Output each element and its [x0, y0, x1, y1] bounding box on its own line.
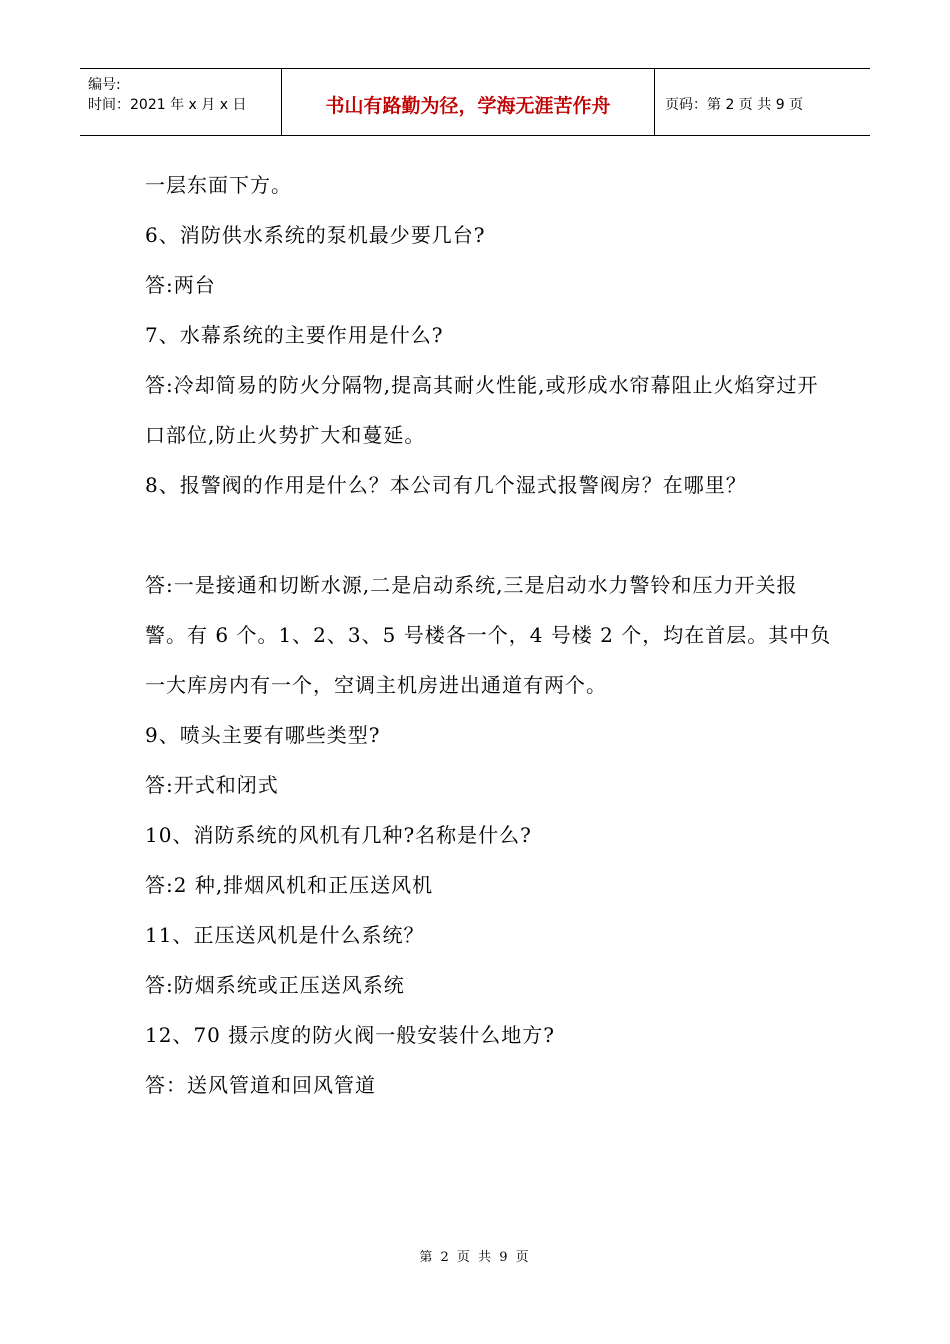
- answer: 答:冷却简易的防火分隔物,提高其耐火性能,或形成水帘幕阻止火焰穿过开口部位,防止火势扩大和蔓延。: [145, 373, 819, 447]
- paragraph: 一层东面下方。: [145, 173, 292, 197]
- answer: 答：送风管道和回风管道: [145, 1073, 376, 1097]
- answer: 答:一是接通和切断水源,二是启动系统,三是启动水力警铃和压力开关报警。有 6 个。1、2、3、5 号楼各一个，4 号楼 2 个，均在首层。其中负一大库房内有一个，空调主机房进出通道有两个。: [145, 573, 832, 697]
- page-footer: 第 2 页 共 9 页: [419, 1250, 531, 1265]
- question: 7、水幕系统的主要作用是什么?: [145, 323, 444, 347]
- answer: 答:两台: [145, 273, 216, 297]
- blank-gap: [145, 510, 835, 560]
- question: 12、70 摄示度的防火阀一般安装什么地方?: [145, 1023, 555, 1047]
- header-page-info: 页码：第 2 页 共 9 页: [665, 97, 804, 113]
- question: 10、消防系统的风机有几种?名称是什么?: [145, 823, 532, 847]
- question: 8、报警阀的作用是什么？本公司有几个湿式报警阀房？在哪里？: [145, 473, 747, 497]
- question: 11、正压送风机是什么系统？: [145, 923, 425, 947]
- page-header: [80, 68, 870, 136]
- document-body: [145, 160, 835, 1110]
- header-number-label: 编号:: [88, 77, 121, 93]
- header-date-label: 时间：2021 年 x 月 x 日: [88, 97, 247, 113]
- answer: 答:开式和闭式: [145, 773, 279, 797]
- answer: 答:2 种,排烟风机和正压送风机: [145, 873, 434, 897]
- header-motto: 书山有路勤为径，学海无涯苦作舟: [282, 69, 655, 135]
- header-meta-cell: [80, 69, 282, 135]
- question: 9、喷头主要有哪些类型?: [145, 723, 381, 747]
- answer: 答:防烟系统或正压送风系统: [145, 973, 405, 997]
- question: 6、消防供水系统的泵机最少要几台?: [145, 223, 486, 247]
